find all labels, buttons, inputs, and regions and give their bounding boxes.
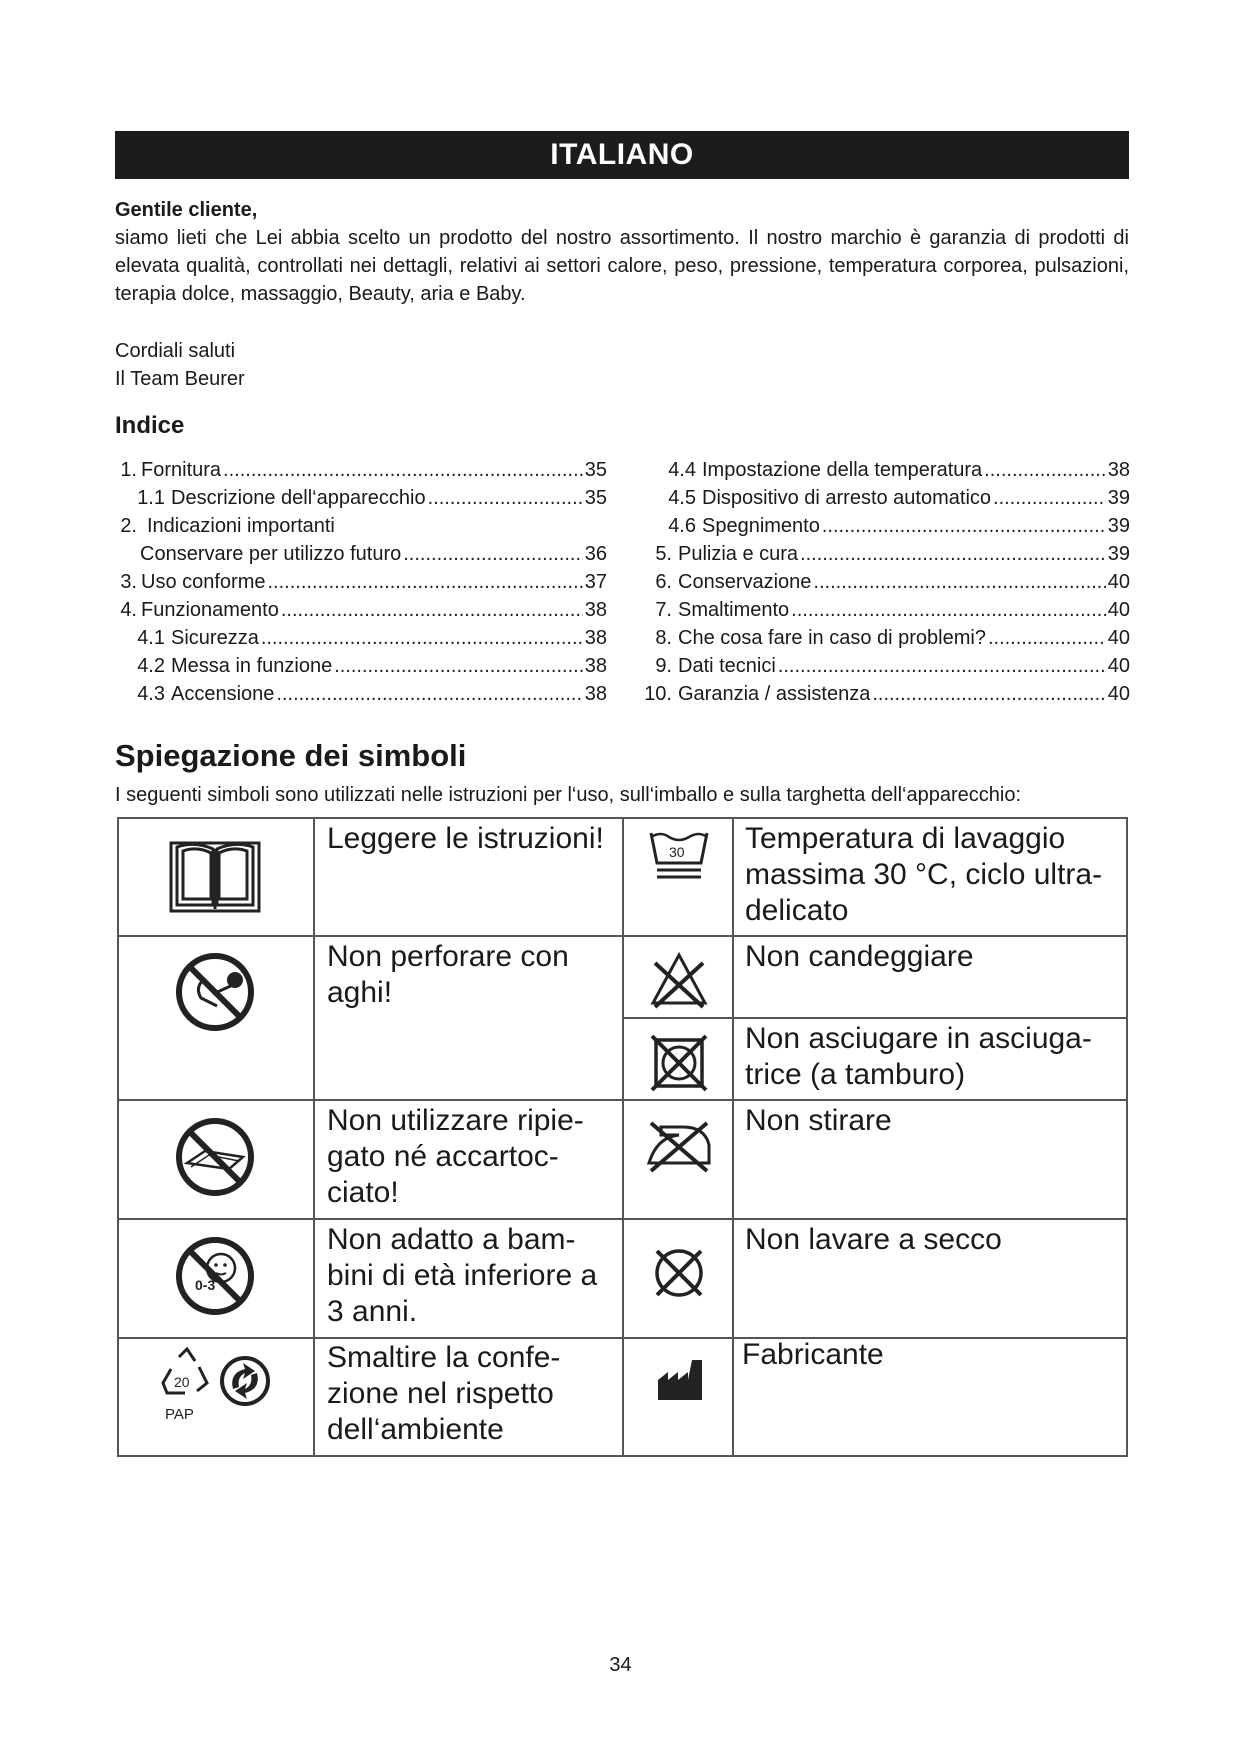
signoff-line-2: Il Team Beurer [115,368,245,390]
recycle-pap-icon [157,1347,217,1427]
symbol-text-no-needles: Non perforare con aghi! [327,940,569,1009]
toc-entry[interactable]: 4.4 Impostazione della temperatura ..... 38 [636,456,1130,484]
toc-entry[interactable]: 4. Funzionamento ..... 38 [115,596,607,624]
symbol-text-manufacturer: Fabricante [742,1338,884,1371]
toc-entry[interactable]: 1. Fornitura ..... 35 [115,456,607,484]
wash-temp-label: 30 [669,844,685,860]
toc-entry[interactable]: 6. Conservazione ..... 40 [636,568,1130,596]
toc-left-column [115,456,607,708]
greeting-body: siamo lieti che Lei abbia scelto un prodotto del nostro assortimento. Il nostro marchio è garanzia di prodotti di elevata qualità, controllati nei dettagli, relativi ai settori calore, peso, pressione, temperatura corporea, pulsazioni, terapia dolce, massaggio, Beauty, aria e Baby. [115,227,1129,305]
symbol-text-recycle: Smaltire la confe- zione nel rispetto dell‘ambiente [327,1341,561,1446]
read-instructions-icon [167,833,263,915]
symbol-text-read-instructions: Leggere le istruzioni! [327,822,604,855]
symbol-text-wash-30: Temperatura di lavaggio massima 30 °C, ciclo ultra- delicato [745,822,1103,927]
symbol-text-no-dry-clean: Non lavare a secco [745,1223,1002,1256]
toc-entry[interactable]: 4.2 Messa in funzione ..... 38 [115,652,607,680]
no-dry-clean-icon [649,1243,709,1303]
signoff-block [115,337,245,393]
signoff-line-1: Cordiali saluti [115,340,236,362]
language-banner: ITALIANO [115,131,1129,179]
toc-entry[interactable]: 10. Garanzia / assistenza ..... 40 [636,680,1130,708]
toc-entry[interactable]: Conservare per utilizzo futuro ..... 36 [115,540,607,568]
no-iron-icon [643,1117,715,1173]
symbol-text-no-iron: Non stirare [745,1104,892,1137]
manufacturer-icon [656,1358,704,1402]
page-number: 34 [609,1654,632,1676]
toc-entry[interactable]: 3. Uso conforme ..... 37 [115,568,607,596]
not-for-children-icon [173,1234,257,1318]
symbols-table [117,817,1128,1457]
greeting-salutation: Gentile cliente, [115,199,258,221]
symbols-intro: I seguenti simboli sono utilizzati nelle istruzioni per l‘uso, sull‘imballo e sulla targhetta dell‘apparecchio: [115,784,1022,806]
toc-entry[interactable]: 9. Dati tecnici ..... 40 [636,652,1130,680]
no-bleach-icon [649,949,709,1009]
symbol-text-no-tumble-dry: Non asciugare in asciuga- trice (a tamburo) [745,1022,1092,1091]
toc-entry[interactable]: 4.6 Spegnimento ..... 39 [636,512,1130,540]
no-needles-icon [173,950,257,1034]
green-dot-icon [219,1355,271,1407]
no-tumble-dry-icon [650,1034,708,1092]
greeting-block [115,196,1129,308]
toc-right-column [636,456,1130,708]
toc-heading: Indice [115,412,185,439]
toc-entry[interactable]: 4.3 Accensione ..... 38 [115,680,607,708]
wash-30-icon [647,827,711,881]
recycle-code-label: 20 [174,1374,190,1390]
toc-entry[interactable]: 7. Smaltimento ..... 40 [636,596,1130,624]
toc-entry[interactable]: 2. Indicazioni importanti [120,515,335,537]
symbol-text-no-folded: Non utilizzare ripie- gato né accartoc- ciato! [327,1104,584,1209]
toc-entry[interactable]: 1.1 Descrizione dell‘apparecchio ..... 35 [115,484,607,512]
symbol-text-not-for-children: Non adatto a bam- bini di età inferiore a 3 anni. [327,1223,598,1328]
toc-entry[interactable]: 4.5 Dispositivo di arresto automatico ..... 39 [636,484,1130,512]
recycle-label: PAP [165,1406,194,1423]
no-folded-icon [173,1115,257,1199]
symbol-text-no-bleach: Non candeggiare [745,940,974,973]
toc-entry[interactable]: 4.1 Sicurezza ..... 38 [115,624,607,652]
toc-entry[interactable]: 8. Che cosa fare in caso di problemi? ..... 40 [636,624,1130,652]
toc-entry[interactable]: 5. Pulizia e cura ..... 39 [636,540,1130,568]
symbols-heading: Spiegazione dei simboli [115,738,467,773]
child-age-label: 0-3 [195,1277,216,1293]
